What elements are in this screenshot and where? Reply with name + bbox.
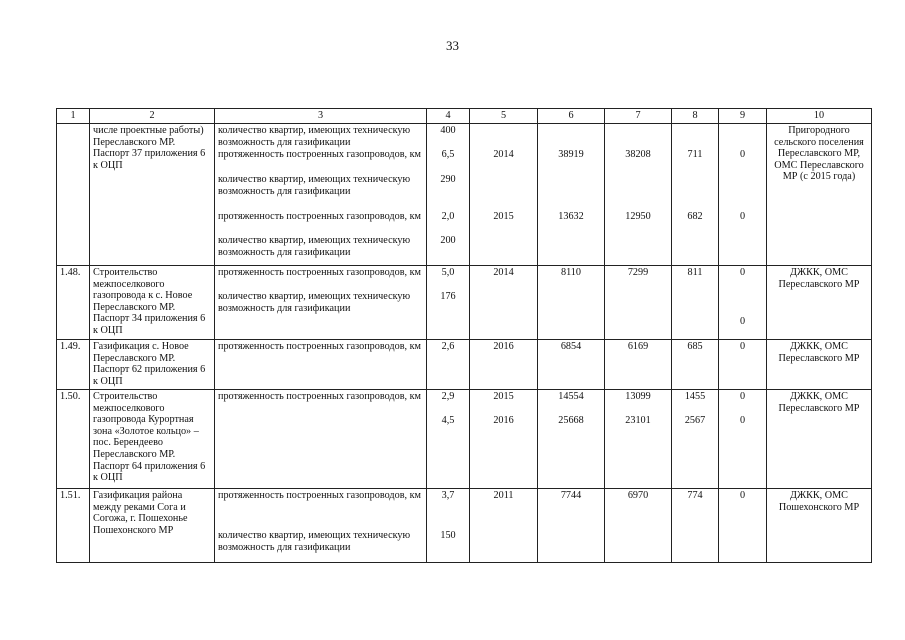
amount-cell <box>605 266 672 340</box>
amount-value: 7744 <box>538 489 605 563</box>
year-value: 2015 <box>493 391 514 402</box>
indicator-value: 200 <box>440 235 456 246</box>
measure-name: Строительство межпоселкового газопровода Курортная зона «Золотое кольцо» – пос. Берендеево Переславского МР. Паспорт 64 приложения 6 к ОЦП <box>90 390 215 489</box>
measure-name: Газификация с. Новое Переславского МР. Паспорт 62 приложения 6 к ОЦП <box>90 340 215 390</box>
year-cell <box>470 390 538 489</box>
indicator-value: 2,0 <box>441 211 455 222</box>
amount-cell <box>605 390 672 489</box>
amount-value: 8110 <box>561 267 581 278</box>
table-row <box>57 489 872 563</box>
indicator-value: 176 <box>440 291 456 302</box>
amount-cell <box>672 266 719 340</box>
amount-value: 774 <box>672 489 719 563</box>
year-value: 2016 <box>493 415 514 426</box>
indicator-cell <box>215 266 427 340</box>
amount-value: 25668 <box>558 415 584 426</box>
table-row <box>57 266 872 340</box>
value-cell <box>427 266 470 340</box>
indicator-text: количество квартир, имеющих техническую возможность для газификации <box>218 291 411 314</box>
indicator-text: протяженность построенных газопроводов, км <box>218 490 421 501</box>
year-cell <box>470 124 538 266</box>
indicator-value: 6,5 <box>441 149 455 160</box>
indicator-text: количество квартир, имеющих техническую возможность для газификации <box>218 174 411 197</box>
column-header: 1 <box>57 109 90 124</box>
amount-value: 1455 <box>684 391 706 402</box>
amount-total-cell <box>538 266 605 340</box>
amount-cell <box>672 390 719 489</box>
year-value: 2016 <box>470 340 538 390</box>
row-number <box>57 124 90 266</box>
indicator-text: протяженность построенных газопроводов, км <box>218 211 421 222</box>
amount-value: 13632 <box>558 211 584 222</box>
indicator-value: 4,5 <box>441 415 455 426</box>
table-row <box>57 340 872 390</box>
executor-cell: ДЖКК, ОМС Переславского МР <box>767 266 872 340</box>
amount-value: 811 <box>687 267 703 278</box>
amount-value: 0 <box>739 415 746 426</box>
column-header: 8 <box>672 109 719 124</box>
amount-value: 6970 <box>605 489 672 563</box>
indicator-text: протяженность построенных газопроводов, км <box>218 267 421 278</box>
executor-cell: ДЖКК, ОМС Переславского МР <box>767 340 872 390</box>
program-table <box>56 108 872 563</box>
amount-total-cell <box>538 124 605 266</box>
indicator-text: количество квартир, имеющих техническую возможность для газификации <box>218 125 411 148</box>
amount-value: 0 <box>739 316 746 327</box>
indicator-text: количество квартир, имеющих техническую возможность для газификации <box>218 235 411 258</box>
year-value: 2011 <box>470 489 538 563</box>
amount-value: 38919 <box>558 149 584 160</box>
indicator-value: 150 <box>440 530 456 541</box>
amount-value: 0 <box>739 149 746 160</box>
amount-total-cell <box>538 390 605 489</box>
value-cell <box>427 390 470 489</box>
amount-cell <box>719 390 767 489</box>
measure-name: числе проектные работы) Переславского МР. Паспорт 37 приложения 6 к ОЦП <box>90 124 215 266</box>
table-row <box>57 390 872 489</box>
indicator-text: протяженность построенных газопроводов, км <box>215 390 427 489</box>
indicator-value: 290 <box>440 174 456 185</box>
column-header: 7 <box>605 109 672 124</box>
amount-value: 6169 <box>605 340 672 390</box>
amount-value: 0 <box>739 211 746 222</box>
amount-value: 0 <box>719 340 767 390</box>
amount-value: 0 <box>739 267 746 278</box>
table-row <box>57 124 872 266</box>
amount-cell <box>605 124 672 266</box>
column-number-row <box>57 109 872 124</box>
amount-value: 14554 <box>558 391 584 402</box>
indicator-value: 3,7 <box>441 490 455 501</box>
indicator-value: 2,6 <box>427 340 470 390</box>
amount-value: 38208 <box>625 149 651 160</box>
column-header: 10 <box>767 109 872 124</box>
amount-value: 682 <box>687 211 703 222</box>
year-value: 2014 <box>493 149 514 160</box>
indicator-value: 400 <box>440 125 456 136</box>
year-value: 2014 <box>493 267 514 278</box>
amount-value: 7299 <box>627 267 649 278</box>
executor-cell: ДЖКК, ОМС Переславского МР <box>767 390 872 489</box>
amount-value: 0 <box>719 489 767 563</box>
indicator-cell <box>215 489 427 563</box>
amount-value: 13099 <box>625 391 651 402</box>
measure-name: Строительство межпоселкового газопровода к с. Новое Переславского МР. Паспорт 34 приложения 6 к ОЦП <box>90 266 215 340</box>
column-header: 6 <box>538 109 605 124</box>
column-header: 2 <box>90 109 215 124</box>
year-value: 2015 <box>493 211 514 222</box>
measure-name: Газификация района между реками Сога и Согожа, г. Пошехонье Пошехонского МР <box>90 489 215 563</box>
amount-value: 2567 <box>684 415 706 426</box>
amount-value: 0 <box>739 391 746 402</box>
column-header: 3 <box>215 109 427 124</box>
amount-cell <box>719 124 767 266</box>
amount-value: 711 <box>687 149 703 160</box>
column-header: 5 <box>470 109 538 124</box>
amount-value: 23101 <box>625 415 651 426</box>
value-cell <box>427 489 470 563</box>
indicator-text: протяженность построенных газопроводов, км <box>215 340 427 390</box>
row-number: 1.48. <box>57 266 90 340</box>
amount-cell <box>672 124 719 266</box>
indicator-text: количество квартир, имеющих техническую возможность для газификации <box>218 530 411 553</box>
row-number: 1.51. <box>57 489 90 563</box>
year-cell <box>470 266 538 340</box>
page-number: 33 <box>446 38 459 53</box>
executor-cell: ДЖКК, ОМС Пошехонского МР <box>767 489 872 563</box>
executor-cell: Пригородного сельского поселения Переславского МР, ОМС Переславского МР (с 2015 года) <box>767 124 872 266</box>
indicator-cell <box>215 124 427 266</box>
column-header: 9 <box>719 109 767 124</box>
amount-value: 6854 <box>538 340 605 390</box>
amount-value: 685 <box>672 340 719 390</box>
indicator-value: 2,9 <box>441 391 455 402</box>
indicator-value: 5,0 <box>441 267 455 278</box>
row-number: 1.49. <box>57 340 90 390</box>
indicator-text: протяженность построенных газопроводов, км <box>218 149 421 160</box>
row-number: 1.50. <box>57 390 90 489</box>
amount-cell <box>719 266 767 340</box>
amount-value: 12950 <box>625 211 651 222</box>
column-header: 4 <box>427 109 470 124</box>
value-cell <box>427 124 470 266</box>
